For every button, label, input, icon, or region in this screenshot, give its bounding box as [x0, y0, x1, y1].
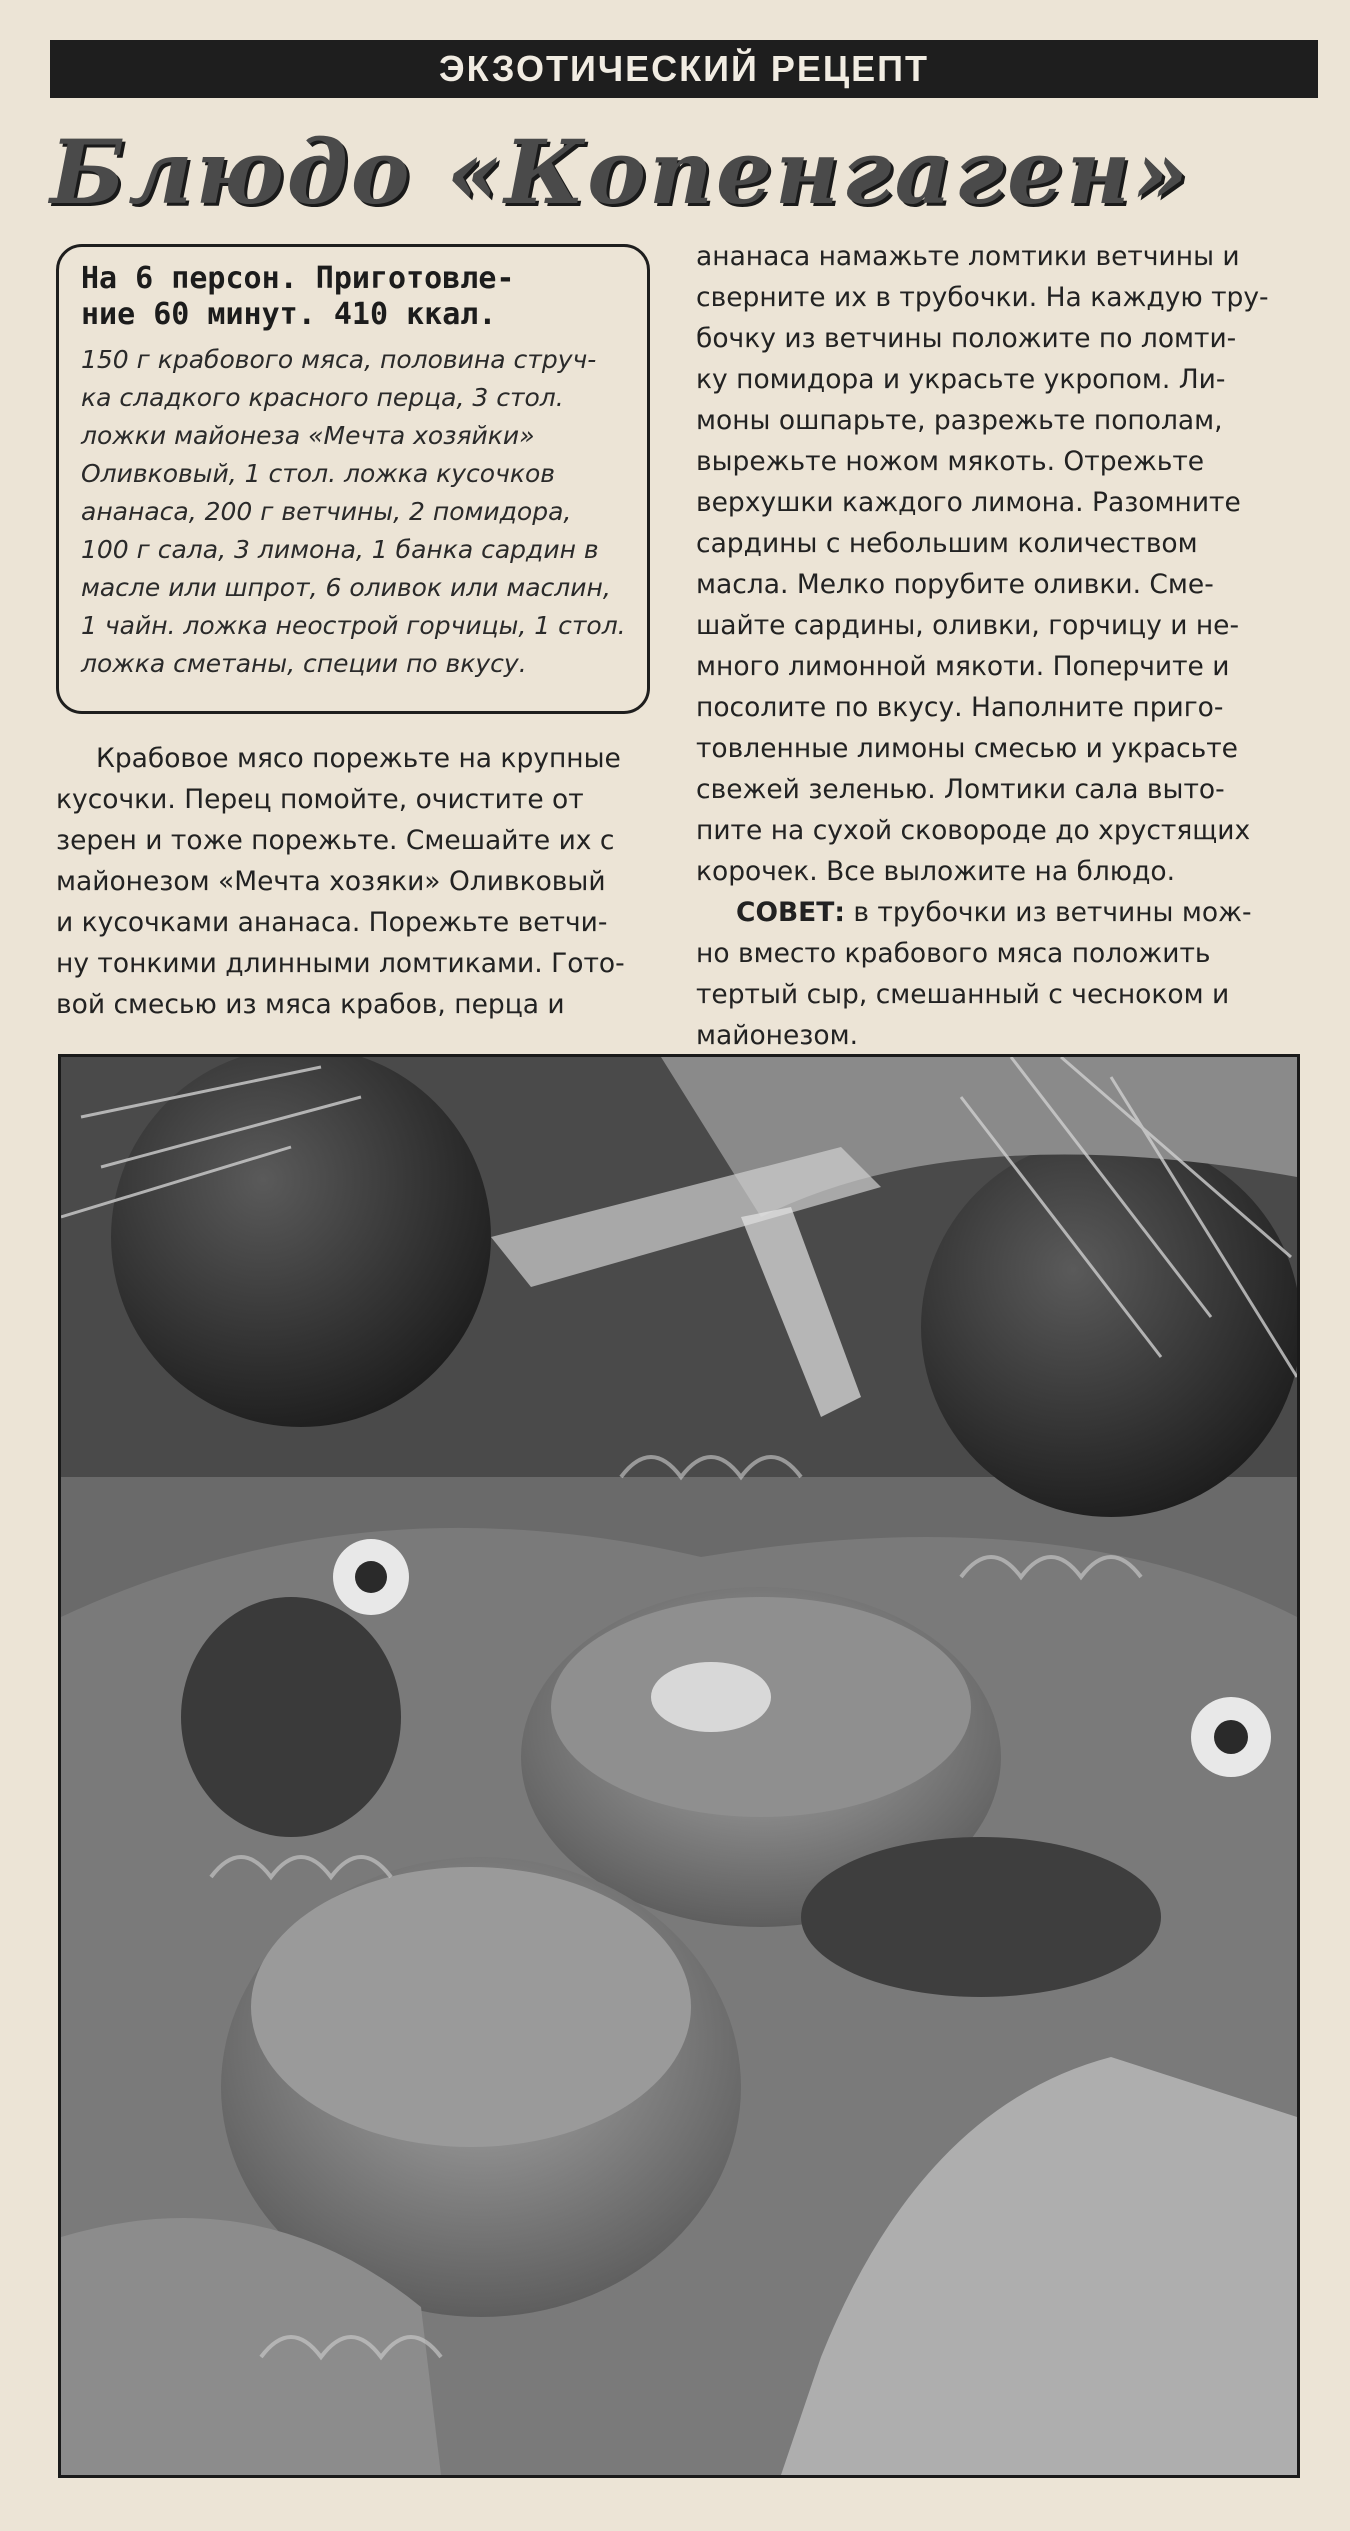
- method-line: кусочки. Перец помойте, очистите от: [56, 784, 584, 815]
- method-line: вырежьте ножом мякоть. Отрежьте: [696, 446, 1205, 477]
- ingredient-line: ананаса, 200 г ветчины, 2 помидора,: [81, 497, 572, 526]
- method-left-column: [56, 738, 656, 1025]
- ingredients-list: [81, 341, 627, 683]
- ingredient-line: 150 г крабового мяса, половина струч-: [81, 345, 597, 374]
- card-head-line: На 6 персон. Приготовле-: [81, 261, 515, 296]
- method-line: посолите по вкусу. Наполните приго-: [696, 692, 1224, 723]
- method-line: моны ошпарьте, разрежьте пополам,: [696, 405, 1223, 436]
- ornament-ball-right: [921, 1137, 1297, 1517]
- method-line: ананаса намажьте ломтики ветчины и: [696, 241, 1240, 272]
- method-line: верхушки каждого лимона. Разомните: [696, 487, 1241, 518]
- method-right-column: [696, 236, 1296, 1056]
- method-line: зерен и тоже порежьте. Смешайте их с: [56, 825, 615, 856]
- method-line: и кусочками ананаса. Порежьте ветчи-: [56, 907, 608, 938]
- method-line: много лимонной мякоти. Поперчите и: [696, 651, 1230, 682]
- recipe-title: Блюдо «Копенгаген»: [50, 120, 1192, 224]
- method-line: пите на сухой сковороде до хрустящих: [696, 815, 1251, 846]
- tip-line: тертый сыр, смешанный с чесноком и: [696, 979, 1230, 1010]
- ingredient-line: Оливковый, 1 стол. ложка кусочков: [81, 459, 555, 488]
- tip-line: но вместо крабового мяса положить: [696, 938, 1211, 969]
- ingredient-line: масле или шпрот, 6 оливок или маслин,: [81, 573, 611, 602]
- method-line: корочек. Все выложите на блюдо.: [696, 856, 1176, 887]
- method-line: сардины с небольшим количеством: [696, 528, 1198, 559]
- tip-line: майонезом.: [696, 1020, 859, 1051]
- method-line: товленные лимоны смесью и украсьте: [696, 733, 1238, 764]
- method-line: бочку из ветчины положите по ломти-: [696, 323, 1237, 354]
- section-rubric: ЭКЗОТИЧЕСКИЙ РЕЦЕПТ: [50, 40, 1318, 98]
- tomato-slice: [801, 1837, 1161, 1997]
- method-line: майонезом «Мечта хозяки» Оливковый: [56, 866, 606, 897]
- method-line: масла. Мелко порубите оливки. Сме-: [696, 569, 1214, 600]
- dish-photo: [58, 1054, 1300, 2478]
- method-line: свежей зеленью. Ломтики сала выто-: [696, 774, 1225, 805]
- method-line: ну тонкими длинными ломтиками. Гото-: [56, 948, 625, 979]
- method-line: шайте сардины, оливки, горчицу и не-: [696, 610, 1240, 641]
- ingredient-line: ка сладкого красного перца, 3 стол.: [81, 383, 564, 412]
- method-line: вой смесью из мяса крабов, перца и: [56, 989, 565, 1020]
- ingredient-line: ложка сметаны, специи по вкусу.: [81, 649, 527, 678]
- tip-first-line-text: в трубочки из ветчины мож-: [844, 897, 1252, 928]
- ingredient-line: ложки майонеза «Мечта хозяйки»: [81, 421, 535, 450]
- servings-time-calories: [81, 261, 627, 333]
- tip-label: СОВЕТ:: [736, 897, 845, 928]
- method-line: ку помидора и украсьте укропом. Ли-: [696, 364, 1226, 395]
- ingredient-line: 100 г сала, 3 лимона, 1 банка сардин в: [81, 535, 599, 564]
- dish-photo-illustration: [61, 1057, 1297, 2475]
- method-line: сверните их в трубочки. На каждую тру-: [696, 282, 1269, 313]
- card-head-line: ние 60 минут. 410 ккал.: [81, 297, 497, 332]
- method-line: Крабовое мясо порежьте на крупные: [96, 743, 621, 774]
- ingredients-card: [56, 244, 650, 714]
- ingredient-line: 1 чайн. ложка неострой горчицы, 1 стол.: [81, 611, 626, 640]
- tip-first-line: [696, 892, 1296, 933]
